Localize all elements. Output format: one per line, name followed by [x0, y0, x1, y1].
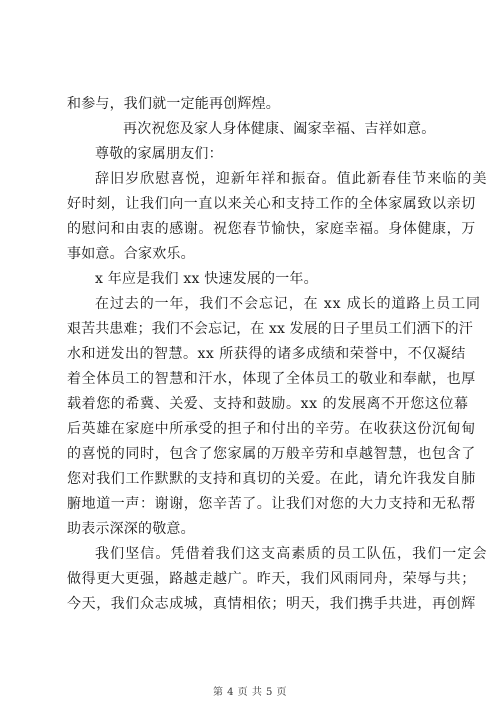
text-line: 好时刻，让我们向一直以来关心和支持工作的全体家属致以亲切: [67, 196, 476, 212]
text-line: 今天，我们众志成城，真情相依；明天，我们携手共进，再创辉: [67, 596, 476, 612]
text-line: 的慰问和由衷的感谢。祝您春节愉快，家庭幸福。身体健康，万: [67, 221, 476, 237]
text-line: 艰苦共患难；我们不会忘记，在 xx 发展的日子里员工们洒下的汗: [67, 321, 473, 337]
text-line: 再次祝您及家人身体健康、阖家幸福、吉祥如意。: [123, 121, 436, 137]
text-line: 辞旧岁欣慰喜悦，迎新年祥和振奋。值此新春佳节来临的美: [95, 171, 488, 187]
text-line: 着全体员工的智慧和汗水，体现了全体员工的敬业和奉献，也厚: [67, 371, 476, 387]
text-line: 我们坚信。凭借着我们这支高素质的员工队伍，我们一定会: [95, 546, 488, 562]
text-line: 的喜悦的同时，包含了您家属的万般辛劳和卓越智慧，也包含了: [67, 446, 476, 462]
text-line: 尊敬的家属朋友们：: [95, 146, 223, 162]
text-line: 腑地道一声：谢谢，您辛苦了。让我们对您的大力支持和无私帮: [67, 496, 476, 512]
text-line: 在过去的一年，我们不会忘记，在 xx 成长的道路上员工同: [95, 296, 481, 312]
text-line: 助表示深深的敬意。: [67, 521, 195, 537]
text-line: 和参与，我们就一定能再创辉煌。: [67, 96, 280, 112]
text-line: x 年应是我们 xx 快速发展的一年。: [95, 271, 318, 287]
text-line: 做得更大更强，路越走越广。昨天，我们风雨同舟，荣辱与共；: [67, 571, 476, 587]
page-footer: [0, 683, 500, 698]
text-line: 事如意。合家欢乐。: [67, 246, 195, 262]
text-line: 载着您的希冀、关爱、支持和鼓励。xx 的发展离不开您这位幕: [67, 396, 469, 412]
text-line: 后英雄在家庭中所承受的担子和付出的辛劳。在收获这份沉甸甸: [67, 421, 476, 437]
text-line: 水和迸发出的智慧。xx 所获得的诸多成绩和荣誉中，不仅凝结: [67, 346, 466, 362]
text-line: 您对我们工作默默的支持和真切的关爱。在此，请允许我发自肺: [67, 471, 476, 487]
page-number-label: 第 4 页 共 5 页: [212, 687, 288, 698]
document-body: [67, 92, 488, 617]
